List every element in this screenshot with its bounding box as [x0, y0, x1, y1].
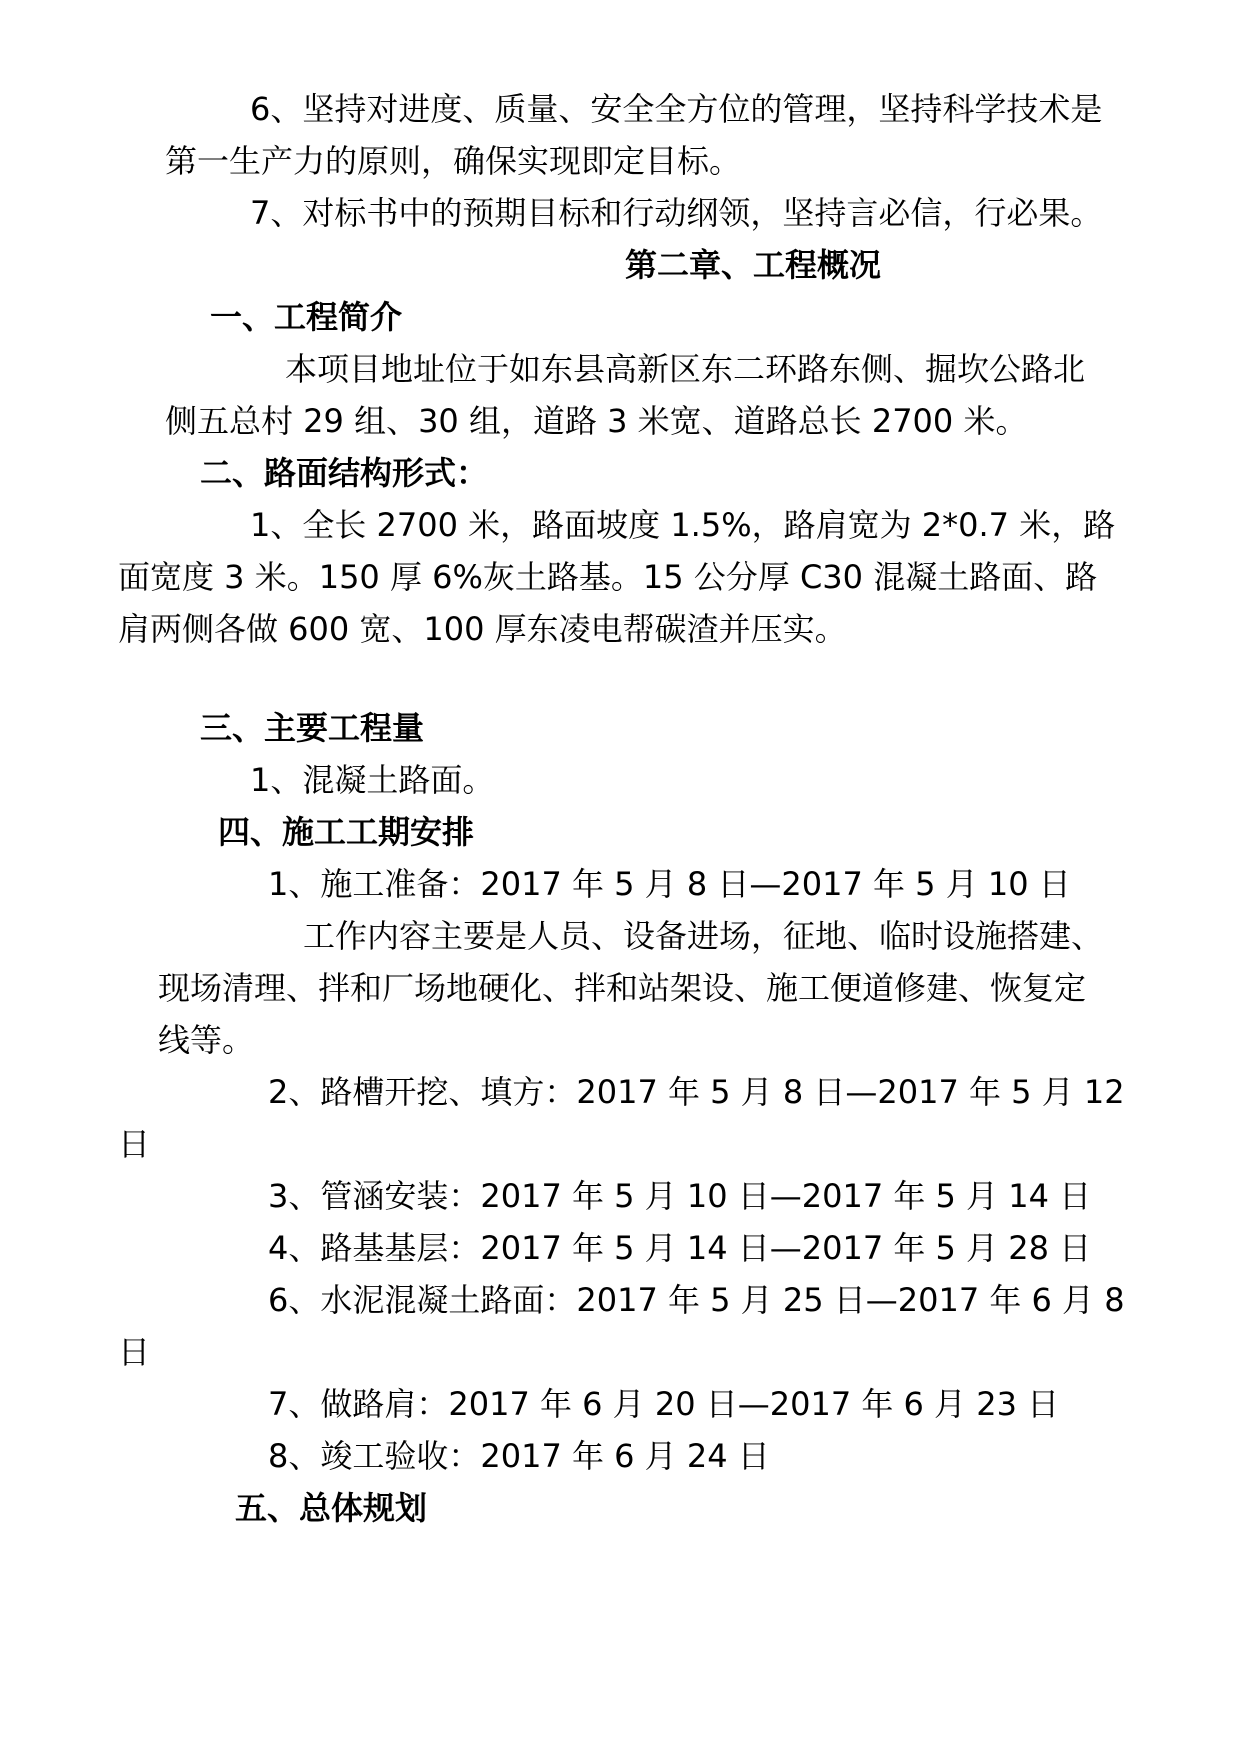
- section-heading: 二、路面结构形式：: [200, 454, 489, 492]
- schedule-item-wrap: 日: [118, 1333, 151, 1371]
- paragraph-line: 线等。: [158, 1021, 255, 1059]
- schedule-item: 4、路基基层：2017 年 5 月 14 日—2017 年 5 月 28 日: [268, 1229, 1092, 1267]
- chapter-title: 第二章、工程概况: [625, 246, 882, 284]
- paragraph-line: 本项目地址位于如东县高新区东二环路东侧、掘坎公路北: [285, 350, 1086, 388]
- section-heading: 三、主要工程量: [200, 709, 425, 747]
- paragraph-line: 现场清理、拌和厂场地硬化、拌和站架设、施工便道修建、恢复定: [158, 969, 1087, 1007]
- schedule-item: 3、管涵安装：2017 年 5 月 10 日—2017 年 5 月 14 日: [268, 1177, 1092, 1215]
- paragraph-line: 第一生产力的原则，确保实现即定目标。: [165, 142, 742, 180]
- paragraph-line: 7、对标书中的预期目标和行动纲领，坚持言必信，行必果。: [250, 194, 1103, 232]
- schedule-item: 1、施工准备：2017 年 5 月 8 日—2017 年 5 月 10 日: [268, 865, 1071, 903]
- section-heading: 五、总体规划: [235, 1489, 428, 1527]
- section-heading: 一、工程简介: [210, 298, 403, 336]
- schedule-item: 6、水泥混凝土路面：2017 年 5 月 25 日—2017 年 6 月 8: [268, 1281, 1125, 1319]
- paragraph-line: 6、坚持对进度、质量、安全全方位的管理，坚持科学技术是: [250, 90, 1103, 128]
- paragraph-line: 1、全长 2700 米，路面坡度 1.5%，路肩宽为 2*0.7 米，路: [250, 506, 1116, 544]
- schedule-item-wrap: 日: [118, 1125, 151, 1163]
- section-heading: 四、施工工期安排: [218, 813, 475, 851]
- paragraph-line: 肩两侧各做 600 宽、100 厚东凌电帮碳渣并压实。: [118, 610, 847, 648]
- schedule-item: 8、竣工验收：2017 年 6 月 24 日: [268, 1437, 770, 1475]
- paragraph-line: 1、混凝土路面。: [250, 761, 495, 799]
- schedule-item: 7、做路肩：2017 年 6 月 20 日—2017 年 6 月 23 日: [268, 1385, 1060, 1423]
- paragraph-line: 侧五总村 29 组、30 组，道路 3 米宽、道路总长 2700 米。: [165, 402, 1028, 440]
- schedule-item: 2、路槽开挖、填方：2017 年 5 月 8 日—2017 年 5 月 12: [268, 1073, 1125, 1111]
- paragraph-line: 工作内容主要是人员、设备进场，征地、临时设施搭建、: [303, 917, 1104, 955]
- paragraph-line: 面宽度 3 米。150 厚 6%灰土路基。15 公分厚 C30 混凝土路面、路: [118, 558, 1098, 596]
